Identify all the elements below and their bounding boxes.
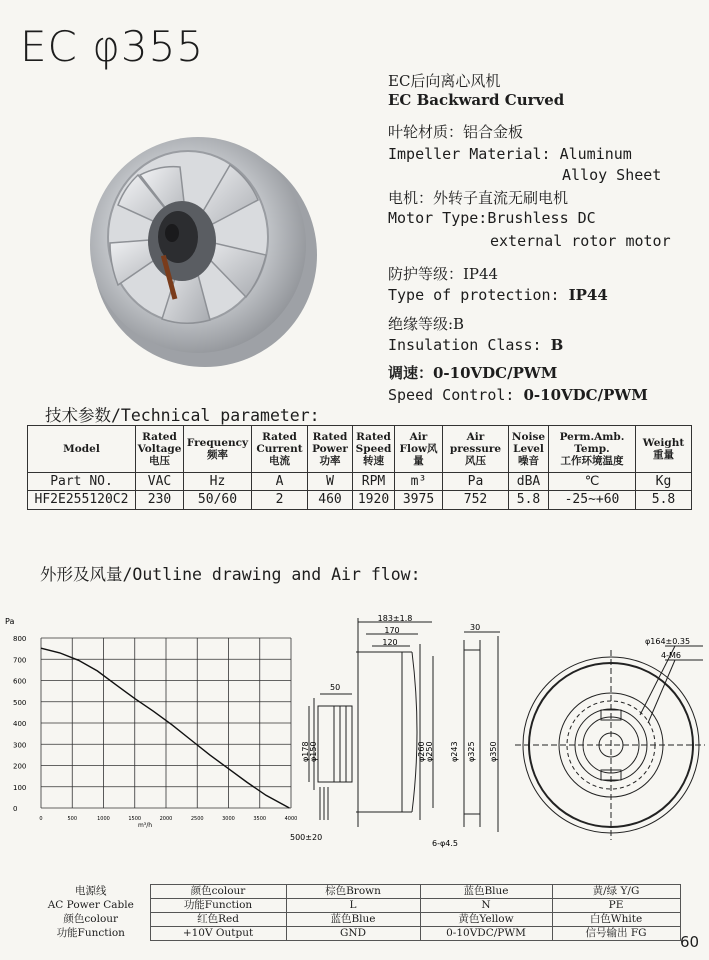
outline-heading: 外形及风量/Outline drawing and Air flow:: [40, 565, 421, 584]
table-value-row: [28, 491, 692, 510]
table-cell: 50/60: [184, 491, 252, 510]
chart-y-tick-label: 300: [13, 741, 27, 750]
protection-value: IP44: [568, 286, 608, 304]
speed-value: 0-10VDC/PWM: [523, 386, 648, 404]
dim-phi178: φ178: [301, 741, 310, 762]
table-cell: 蓝色Blue: [420, 885, 552, 899]
dim-phi164: φ164±0.35: [645, 637, 691, 646]
chart-y-tick-label: 500: [13, 698, 27, 707]
table-cell: +10V Output: [150, 927, 286, 941]
table-header-row: [28, 426, 692, 473]
tech-param-table: [27, 425, 692, 510]
insulation-value: B: [550, 336, 564, 354]
table-unit-row: [28, 473, 692, 491]
dim-183: 183±1.8: [377, 614, 413, 623]
chart-grid: [41, 638, 291, 808]
dim-phi350: φ350: [489, 741, 498, 762]
spec-protection-en: [388, 286, 608, 304]
chart-x-tick-label: 2500: [190, 816, 204, 822]
chart-x-tick-label: 1000: [97, 816, 110, 822]
chart-y-tick-label: 200: [13, 762, 27, 771]
table-cell: -25~+60: [549, 491, 636, 510]
table-cell: 1920: [353, 491, 395, 510]
chart-x-label: m³/h: [137, 822, 153, 829]
cable-label-en: AC Power Cable: [47, 899, 134, 911]
spec-type-zh: EC后向离心风机: [388, 72, 501, 90]
cable-row: [32, 913, 680, 927]
table-cell: 白色White: [552, 913, 680, 927]
spec-speed-en: [388, 386, 648, 404]
table-cell: Kg: [636, 473, 692, 491]
front-outline-drawing: [515, 620, 705, 850]
chart-y-ticks: [13, 635, 26, 813]
chart-x-tick-label: 0: [39, 816, 43, 822]
table-cell: VAC: [136, 473, 184, 491]
th-temp: Perm.Amb. Temp. 工作环境温度: [549, 426, 636, 473]
th-noise: Noise Level 噪音: [509, 426, 549, 473]
dim-phi260: φ260: [417, 741, 426, 762]
table-cell: 230: [136, 491, 184, 510]
tech-heading: 技术参数/Technical parameter:: [45, 406, 320, 425]
table-cell: 752: [443, 491, 509, 510]
table-cell: N: [420, 899, 552, 913]
table-cell: 功能Function: [150, 899, 286, 913]
dim-holes: 6-φ4.5: [432, 839, 458, 848]
dim-phi325: φ325: [467, 741, 476, 762]
cable-label-zh: 电源线: [75, 885, 107, 897]
chart-x-tick-label: 1500: [128, 816, 142, 822]
dim-cable: 500±20: [290, 833, 323, 842]
table-cell: Pa: [443, 473, 509, 491]
table-cell: W: [308, 473, 353, 491]
th-voltage: Rated Voltage 电压: [136, 426, 184, 473]
chart-y-tick-label: 700: [13, 656, 27, 665]
spec-impeller-en: Impeller Material: Aluminum: [388, 145, 632, 163]
chart-x-tick-label: 4000: [284, 816, 298, 822]
chart-x-ticks: [39, 816, 297, 822]
chart-x-tick-label: 3000: [222, 816, 235, 822]
table-cell: 5.8: [636, 491, 692, 510]
th-speed: Rated Speed 转速: [353, 426, 395, 473]
table-cell: 5.8: [509, 491, 549, 510]
chart-x-tick-label: 2000: [159, 816, 173, 822]
table-cell: 信号输出 FG: [552, 927, 680, 941]
table-cell: 蓝色Blue: [286, 913, 420, 927]
chart-x-tick-label: 500: [67, 816, 78, 822]
chart-y-tick-label: 600: [13, 677, 27, 686]
table-cell: Part NO.: [28, 473, 136, 491]
spec-motor-zh: 电机：外转子直流无刷电机: [388, 189, 569, 207]
table-cell: 红色Red: [150, 913, 286, 927]
th-power: Rated Power 功率: [308, 426, 353, 473]
chart-series-line: [41, 648, 289, 808]
th-airflow: Air Flow风 量: [395, 426, 443, 473]
chart-y-tick-label: 800: [13, 635, 27, 643]
page-title: EC φ355: [20, 22, 205, 71]
table-cell: ℃: [549, 473, 636, 491]
spec-speed-zh: 调速：0-10VDC/PWM: [388, 364, 558, 382]
protection-label: Type of protection:: [388, 286, 569, 304]
table-cell: Hz: [184, 473, 252, 491]
table-cell: 棕色Brown: [286, 885, 420, 899]
table-cell: m³: [395, 473, 443, 491]
spec-impeller-en-2: Alloy Sheet: [562, 166, 662, 184]
spec-motor-en: Motor Type:Brushless DC: [388, 209, 596, 227]
th-model: Model: [28, 426, 136, 473]
cable-row: [32, 899, 680, 913]
chart-y-tick-label: 400: [13, 720, 27, 728]
table-cell: 黄/绿 Y/G: [552, 885, 680, 899]
th-pressure: Air pressure 风压: [443, 426, 509, 473]
spec-motor-en-2: external rotor motor: [490, 232, 671, 250]
page-number: 60: [680, 933, 700, 951]
spec-protection-zh: 防护等级：IP44: [388, 265, 499, 283]
chart-y-tick-label: 100: [13, 783, 27, 792]
table-cell: 颜色colour: [150, 885, 286, 899]
cable-row: [32, 885, 680, 899]
th-weight: Weight 重量: [636, 426, 692, 473]
cable-table: [32, 884, 681, 941]
dim-phi150: φ150: [309, 741, 318, 762]
table-cell: dBA: [509, 473, 549, 491]
dim-m6: 4-M6: [661, 651, 681, 660]
cable-label-function: 功能Function: [56, 927, 125, 939]
table-cell: RPM: [353, 473, 395, 491]
th-frequency: Frequency 频率: [184, 426, 252, 473]
table-cell: 0-10VDC/PWM: [420, 927, 552, 941]
fan-product-image: [70, 105, 320, 375]
spec-type-en: EC Backward Curved: [388, 91, 565, 109]
th-current: Rated Current 电流: [252, 426, 308, 473]
speed-label: Speed Control:: [388, 386, 524, 404]
table-cell: PE: [552, 899, 680, 913]
dim-170: 170: [384, 626, 400, 635]
insulation-label: Insulation Class:: [388, 336, 551, 354]
table-cell: GND: [286, 927, 420, 941]
chart-y-label: Pa: [5, 617, 15, 626]
spec-insulation-zh: 绝缘等级:B: [388, 315, 465, 333]
spec-insulation-en: [388, 336, 563, 354]
table-cell: 3975: [395, 491, 443, 510]
cable-row: [32, 927, 680, 941]
table-cell: 黄色Yellow: [420, 913, 552, 927]
airflow-chart: [5, 612, 300, 837]
dim-50: 50: [330, 683, 341, 692]
table-cell: HF2E255120C2: [28, 491, 136, 510]
dim-30: 30: [470, 623, 481, 632]
table-cell: L: [286, 899, 420, 913]
table-cell: 460: [308, 491, 353, 510]
dim-120: 120: [382, 638, 398, 647]
chart-y-tick-label: 0: [13, 805, 18, 813]
chart-x-tick-label: 3500: [253, 816, 267, 822]
table-cell: A: [252, 473, 308, 491]
spec-impeller-zh: 叶轮材质：铝合金板: [388, 123, 524, 141]
table-cell: 2: [252, 491, 308, 510]
dim-phi250: φ250: [425, 741, 434, 762]
dim-phi243: φ243: [450, 741, 459, 762]
cable-label-colour: 颜色colour: [63, 913, 119, 925]
